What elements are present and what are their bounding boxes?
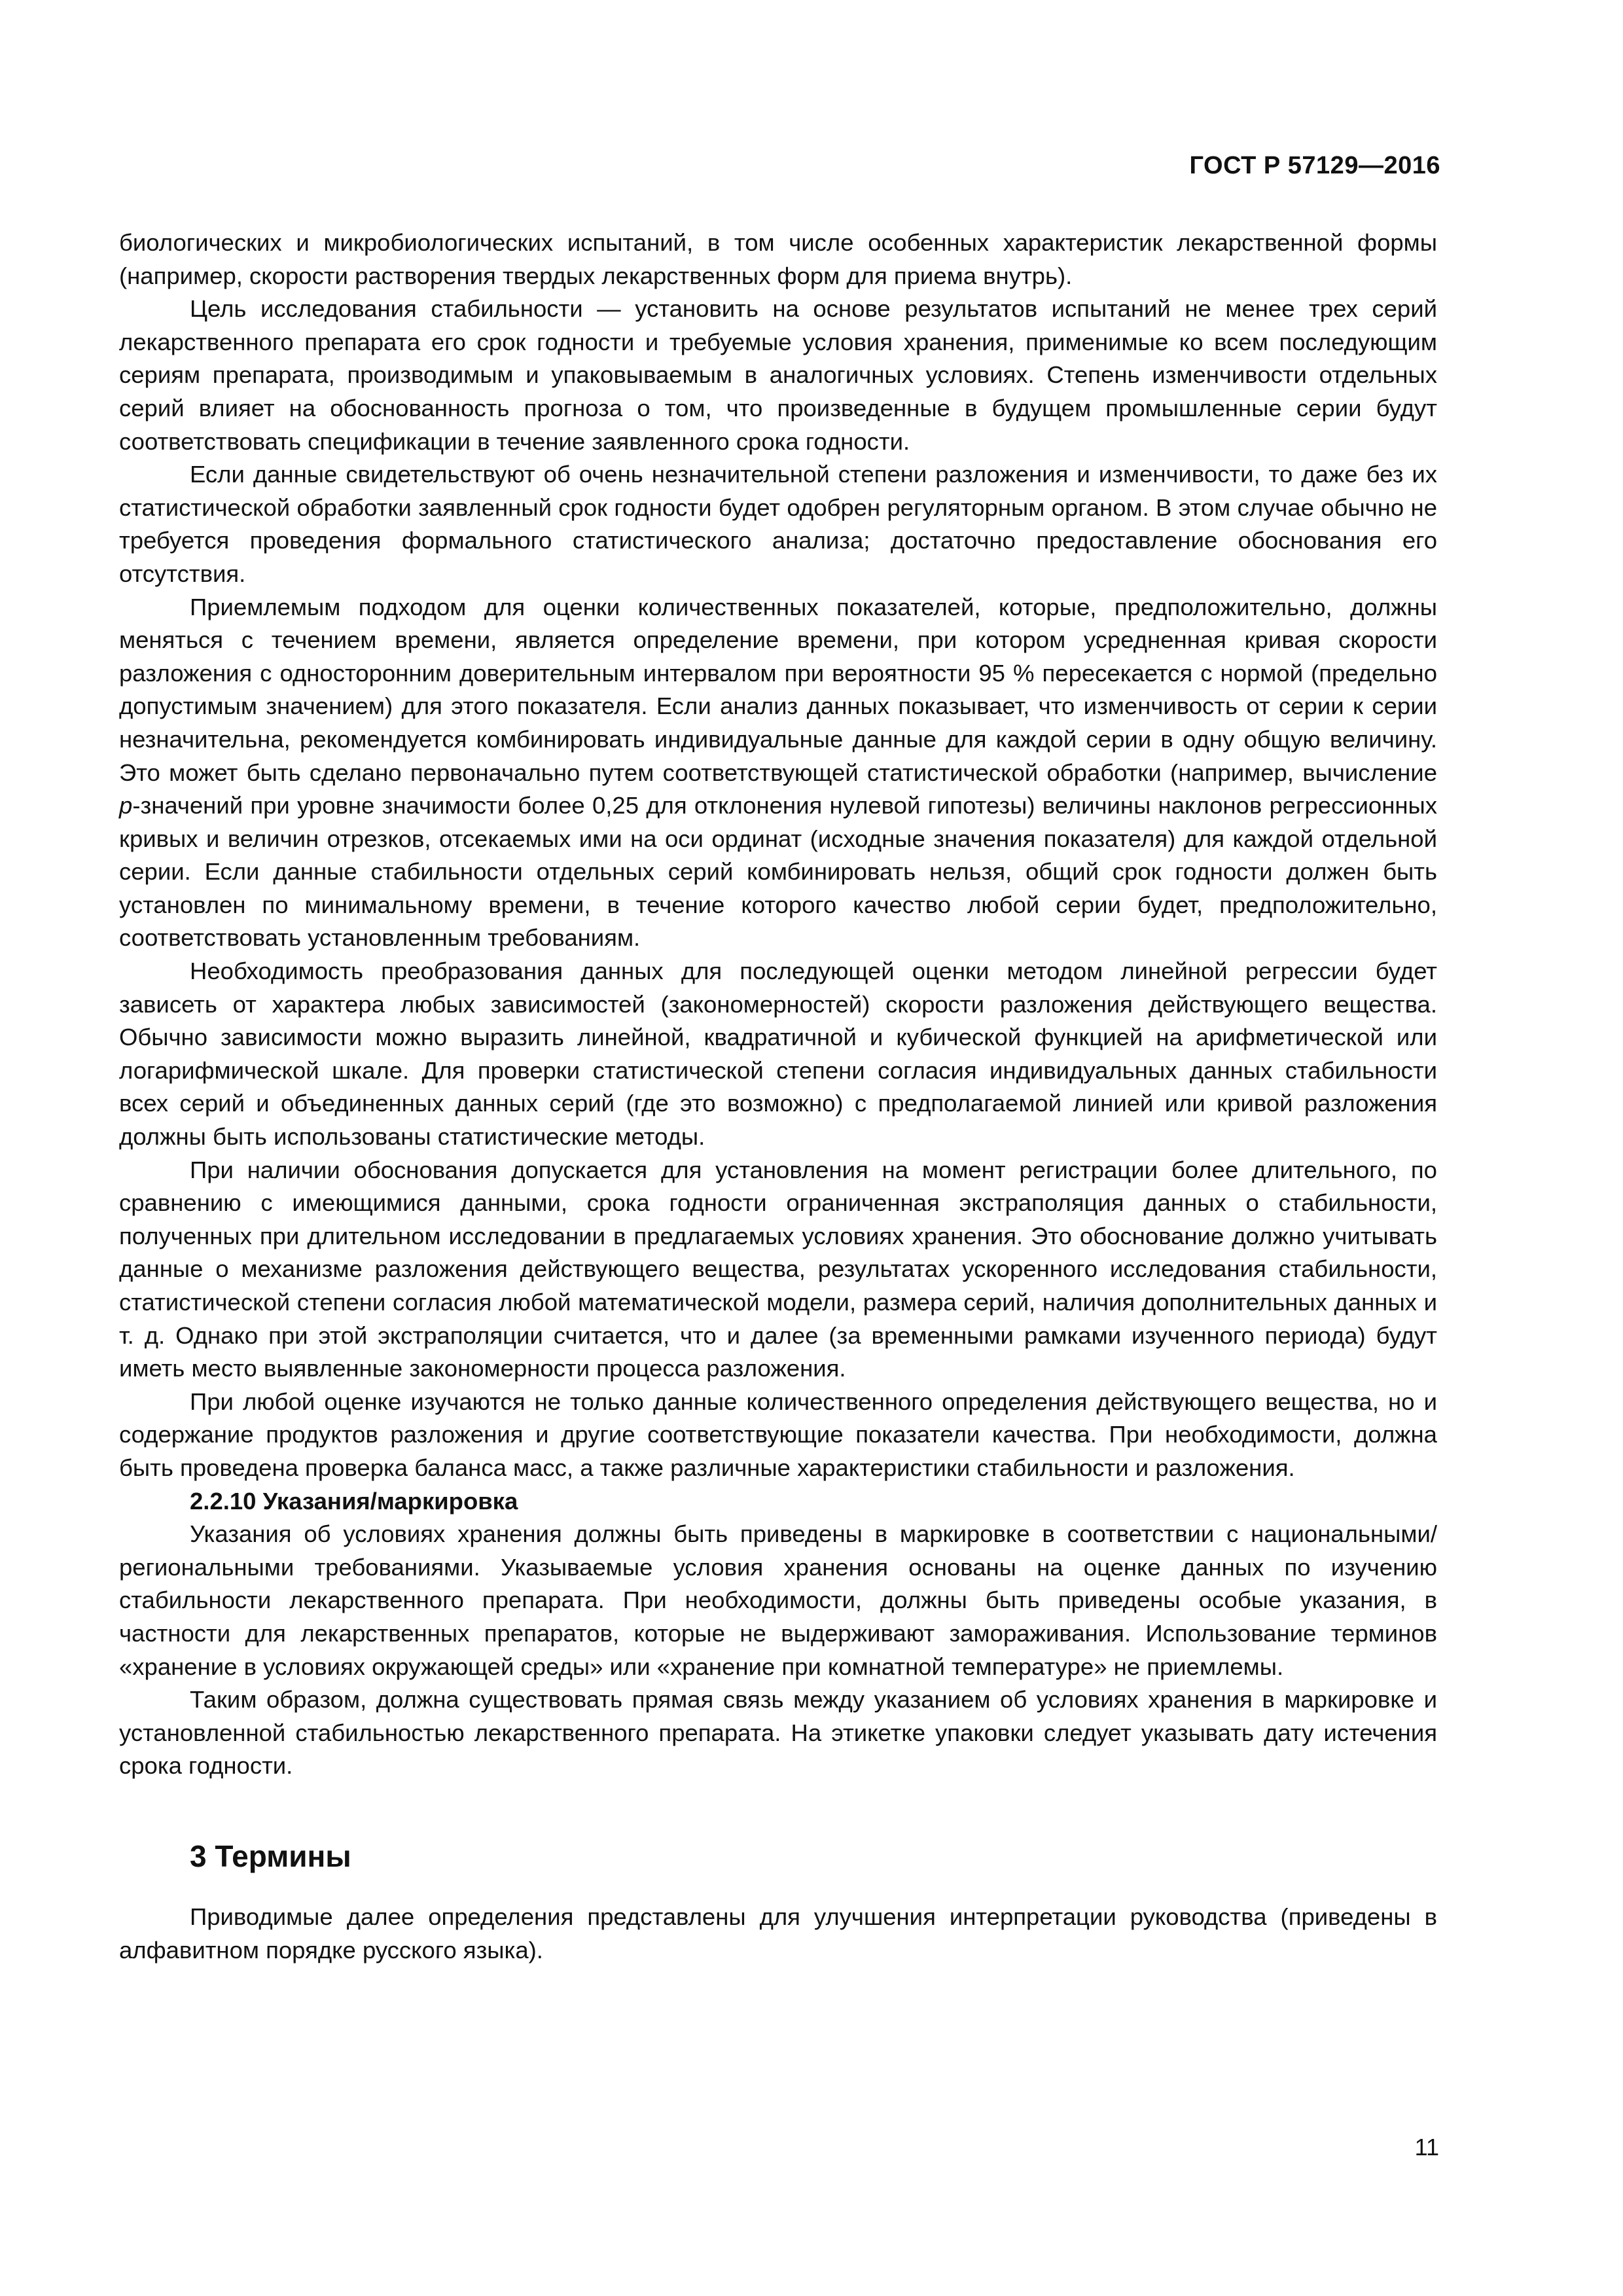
paragraph-continuation: биологических и микробиологических испытаний, в том числе особенных характеристик лекарственной формы (например, скорости растворения твердых лекарственных форм для приема внутрь). [119, 229, 1437, 289]
page-number: 11 [1414, 2134, 1439, 2161]
paragraph-extrapolation: При наличии обоснования допускается для установления на момент регистрации более длительного, по сравнению с имеющимися данными, срока годности ограниченная экстраполяция данных о стабильности, полученных при длительном исследовании в предлагаемых условиях хранения. Это обоснование должно учитывать данные о механизме разложения действующего вещества, результатах ускоренного исследования стабильности, статистической степени согласия любой математической модели, размера серий, наличия дополнительных данных и т. д. Однако при этой экстраполяции считается, что и далее (за временными рамками изученного периода) будут иметь место выявленные закономерности процесса разложения. [119, 1156, 1437, 1382]
paragraph-quantitative-approach [119, 591, 1437, 956]
p-value-symbol: p [119, 792, 133, 819]
section-heading: 3 Термины [190, 1839, 351, 1873]
paragraph-definitions-intro: Приводимые далее определения представлены для улучшения интерпретации руководства (приведены в алфавитном порядке русского языка). [119, 1903, 1437, 1964]
paragraph-label-link: Таким образом, должна существовать прямая связь между указанием об условиях хранения в маркировке и установленной стабильностью лекарственного препарата. На этикетке упаковки следует указывать дату истечения срока годности. [119, 1686, 1437, 1780]
page-body [119, 226, 1437, 1967]
paragraph-assessment: При любой оценке изучаются не только данные количественного определения действующего вещества, но и содержание продуктов разложения и другие соответствующие показатели качества. При необходимости, должна быть проведена проверка баланса масс, а также различные характеристики стабильности и разложения. [119, 1388, 1437, 1481]
paragraph-stability-goal: Цель исследования стабильности — установить на основе результатов испытаний не менее трех серий лекарственного препарата его срок годности и требуемые условия хранения, применимые ко всем последующим сериям препарата, производимым и упаковываемым в аналогичных условиях. Степень изменчивости отдельных серий влияет на обоснованность прогноза о том, что произведенные в будущем промышленные серии будут соответствовать спецификации в течение заявленного срока годности. [119, 295, 1437, 455]
paragraph-storage-labeling: Указания об условиях хранения должны быть приведены в маркировке в соответствии с национальными/региональными требованиями. Указываемые условия хранения основаны на оценке данных по изучению стабильности лекарственного препарата. При необходимости, должны быть приведены особые указания, в частности для лекарственных препаратов, которые не выдерживают замораживания. Использование терминов «хранение в условиях окружающей среды» или «хранение при комнатной температуре» не приемлемы. [119, 1520, 1437, 1680]
subsection-heading: 2.2.10 Указания/маркировка [190, 1487, 518, 1515]
document-designation: ГОСТ Р 57129—2016 [1189, 152, 1440, 179]
paragraph-text-part: Приемлемым подходом для оценки количественных показателей, которые, предположительно, должны меняться с течением времени, является определение времени, при котором усредненная кривая скорости разложения с односторонним доверительным интервалом при вероятности 95 % пересекается с нормой (предельно допустимым значением) для этого показателя. Если анализ данных показывает, что изменчивость от серии к серии незначительна, рекомендуется комбинировать индивидуальные данные для каждой серии в одну общую величину. Это может быть сделано первоначально путем соответствующей статистической обработки (например, вычисление [119, 593, 1437, 786]
paragraph-text-part: -значений при уровне значимости более 0,25 для отклонения нулевой гипотезы) величины наклонов регрессионных кривых и величин отрезков, отсекаемых ими на оси ординат (исходные значения показателя) для каждой отдельной серии. Если данные стабильности отдельных серий комбинировать нельзя, общий срок годности должен быть установлен по минимальному времени, в течение которого качество любой серии будет, предположительно, соответствовать установленным требованиям. [119, 792, 1437, 952]
paragraph-data-transformation: Необходимость преобразования данных для последующей оценки методом линейной регрессии будет зависеть от характера любых зависимостей (закономерностей) скорости разложения действующего вещества. Обычно зависимости можно выразить линейной, квадратичной и кубической функцией на арифметической или логарифмической шкале. Для проверки статистической степени согласия индивидуальных данных стабильности всех серий и объединенных данных серий (где это возможно) с предполагаемой линией или кривой разложения должны быть использованы статистические методы. [119, 958, 1437, 1151]
paragraph-minor-degradation: Если данные свидетельствуют об очень незначительной степени разложения и изменчивости, то даже без их статистической обработки заявленный срок годности будет одобрен регуляторным органом. В этом случае обычно не требуется проведения формального статистического анализа; достаточно предоставление обоснования его отсутствия. [119, 461, 1437, 587]
